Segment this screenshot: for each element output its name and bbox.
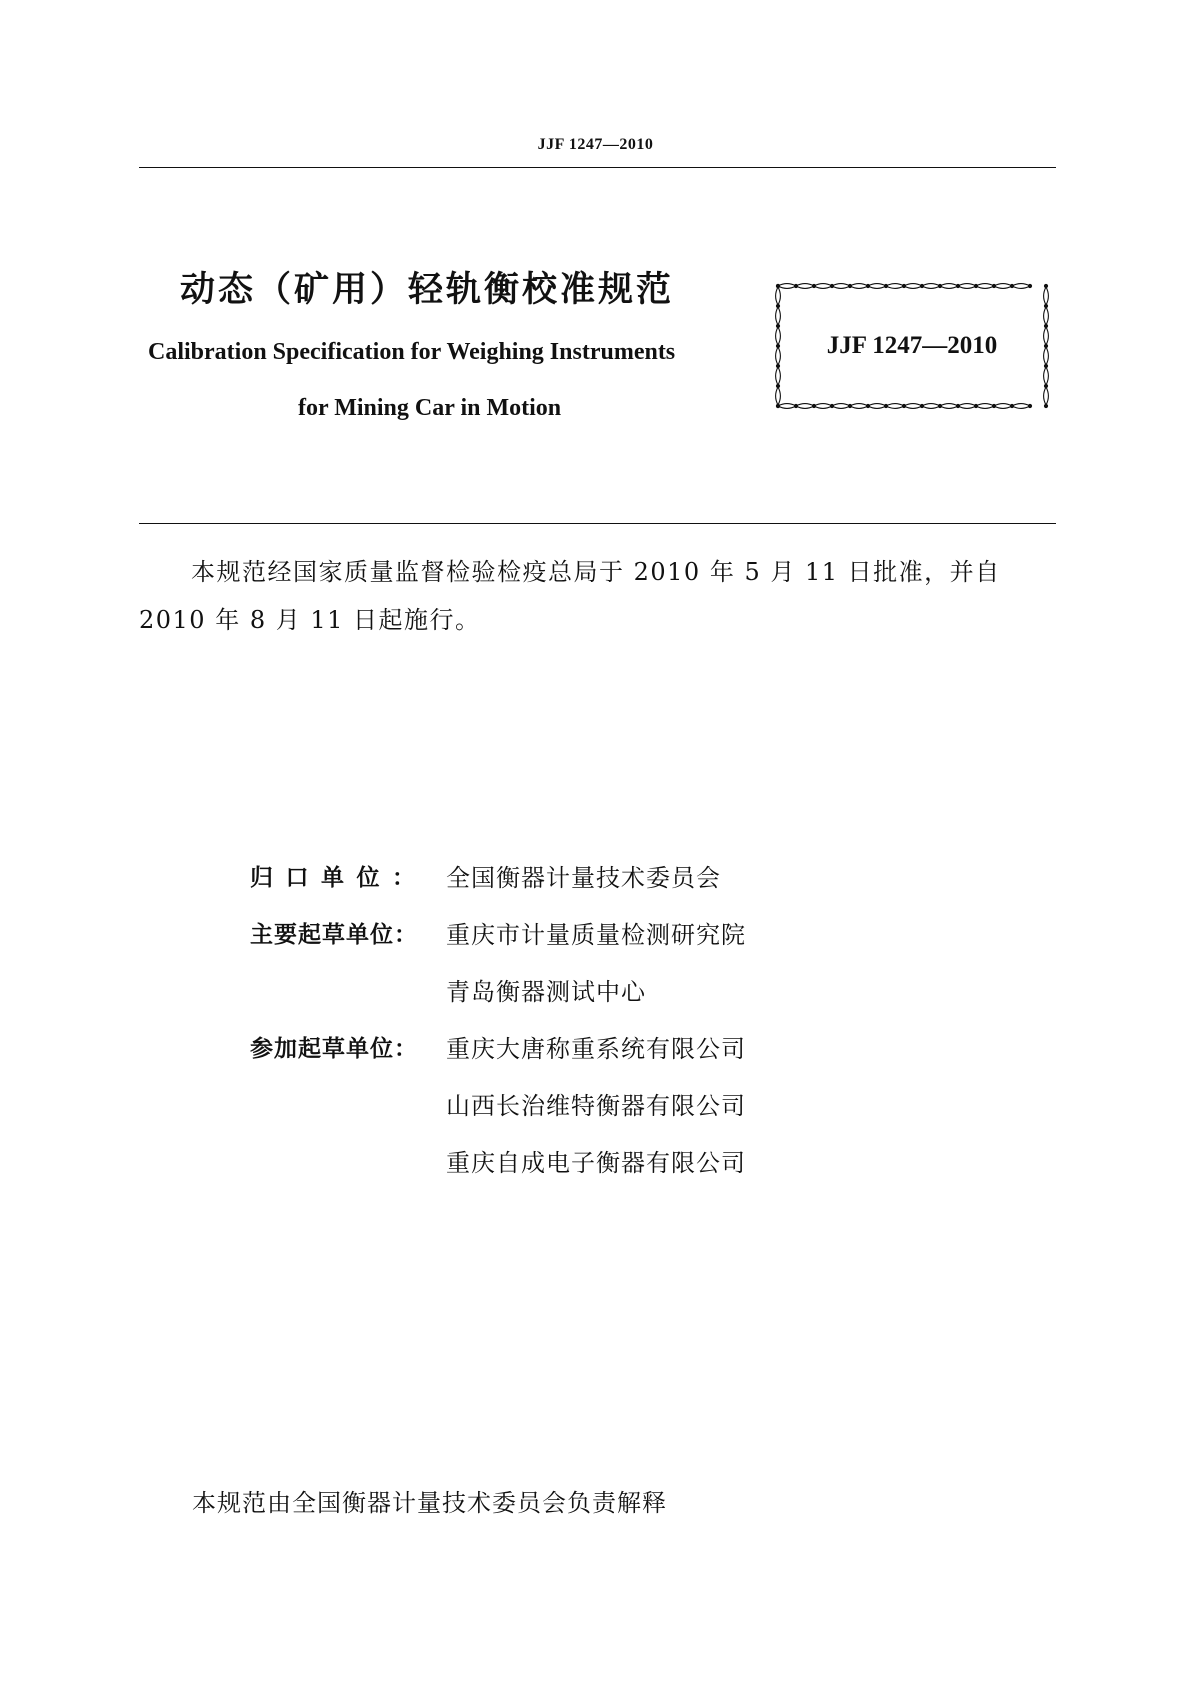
- approval-line-2: 2010 年 8 月 11 日起施行。: [139, 606, 481, 634]
- main-drafting-unit-row: [250, 964, 746, 1021]
- participating-unit-row: [250, 1135, 746, 1192]
- participating-unit-row: [250, 1078, 746, 1135]
- approval-statement: [139, 548, 1056, 644]
- main-drafting-unit-value: 重庆市计量质量检测研究院: [446, 921, 746, 949]
- title-chinese: 动态（矿用）轻轨衡校准规范: [180, 270, 675, 310]
- participating-unit-row: [250, 1021, 746, 1078]
- responsible-unit-value: 全国衡器计量技术委员会: [446, 864, 721, 892]
- specification-code: JJF 1247—2010: [826, 332, 998, 359]
- main-drafting-unit-value: 青岛衡器测试中心: [446, 978, 646, 1006]
- participating-unit-value: 重庆大唐称重系统有限公司: [446, 1035, 746, 1063]
- approval-line-1: 本规范经国家质量监督检验检疫总局于 2010 年 5 月 11 日批准，并自: [191, 558, 1001, 586]
- title-english-line1: Calibration Specification for Weighing Instruments: [148, 339, 676, 365]
- responsible-unit-row: [250, 850, 746, 907]
- interpretation-note: 本规范由全国衡器计量技术委员会负责解释: [192, 1489, 667, 1517]
- participating-unit-value: 山西长治维特衡器有限公司: [446, 1092, 746, 1120]
- participating-unit-value: 重庆自成电子衡器有限公司: [446, 1149, 746, 1177]
- header-code: JJF 1247—2010: [537, 136, 654, 153]
- title-english-line2: for Mining Car in Motion: [298, 395, 562, 421]
- responsible-unit-label: 归口单位：: [250, 865, 428, 891]
- main-drafting-unit-label: 主要起草单位：: [250, 922, 418, 948]
- drafting-units: [250, 850, 746, 1192]
- participating-unit-label: 参加起草单位：: [250, 1036, 418, 1062]
- main-drafting-unit-row: [250, 907, 746, 964]
- header-rule: [139, 167, 1056, 168]
- specification-code-box: [774, 282, 1050, 410]
- section-rule: [139, 523, 1056, 524]
